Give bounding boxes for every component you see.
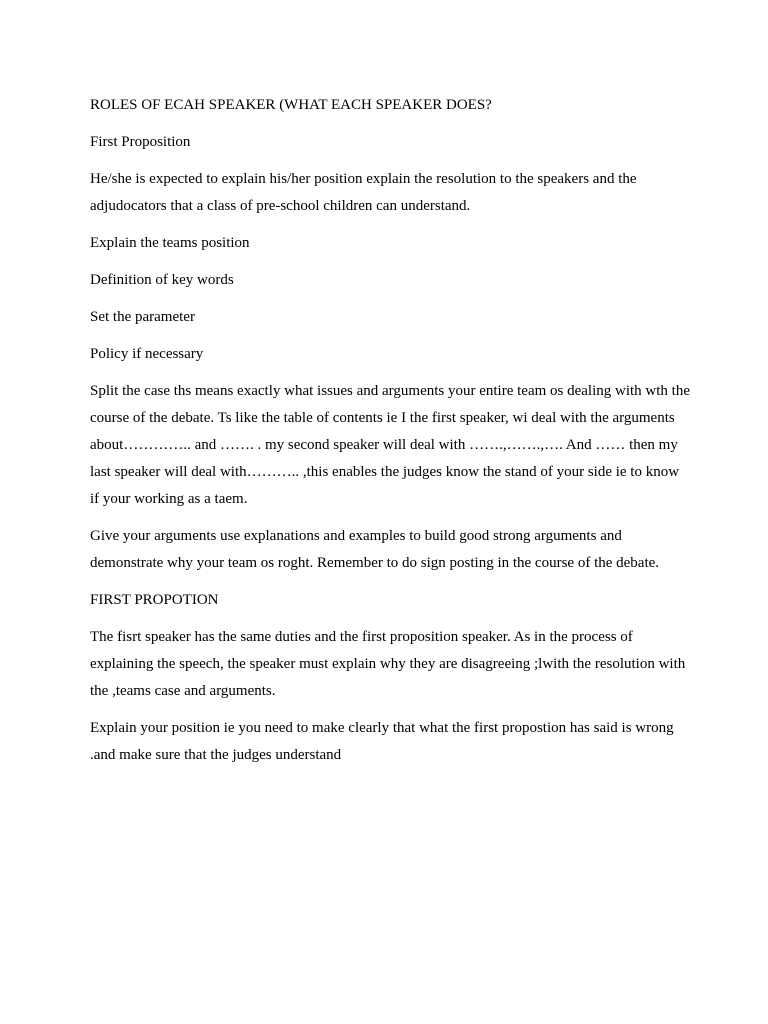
paragraph-explain-position: Explain your position ie you need to make clearly that what the first propostion has said is wrong .and make sure that the judges understand xyxy=(90,720,674,763)
paragraph-give-arguments: Give your arguments use explanations and examples to build good strong arguments and demonstrate why your team os roght. Remember to do sign posting in the course of the debate. xyxy=(90,528,660,571)
item-set-parameter: Set the parameter xyxy=(90,309,195,325)
paragraph-first-speaker-duties: The fisrt speaker has the same duties and the first proposition speaker. As in the process of explaining the speech, the speaker must explain why they are disagreeing ;lwith the resolution with the ,teams case and arguments. xyxy=(90,629,686,699)
section-title-first-proposition: First Proposition xyxy=(90,134,191,150)
item-policy: Policy if necessary xyxy=(90,346,204,362)
document-heading: ROLES OF ECAH SPEAKER (WHAT EACH SPEAKER DOES? xyxy=(90,97,492,113)
document-page xyxy=(90,92,690,779)
item-explain-team-position: Explain the teams position xyxy=(90,235,250,251)
paragraph-split-case: Split the case ths means exactly what issues and arguments your entire team os dealing with wth the course of the debate. Ts like the table of contents ie I the first speaker, wi deal with the arguments about………….. and ……. . my second speaker will deal with …….,…….,…. And …… then my last speaker will deal with……….. ,this enables the judges know the stand of your side ie to know if your working as a taem. xyxy=(90,383,690,507)
item-definition-key-words: Definition of key words xyxy=(90,272,234,288)
section-title-first-propotion: FIRST PROPOTION xyxy=(90,592,219,608)
paragraph-expected-duty: He/she is expected to explain his/her position explain the resolution to the speakers and the adjudocators that a class of pre-school children can understand. xyxy=(90,171,637,214)
